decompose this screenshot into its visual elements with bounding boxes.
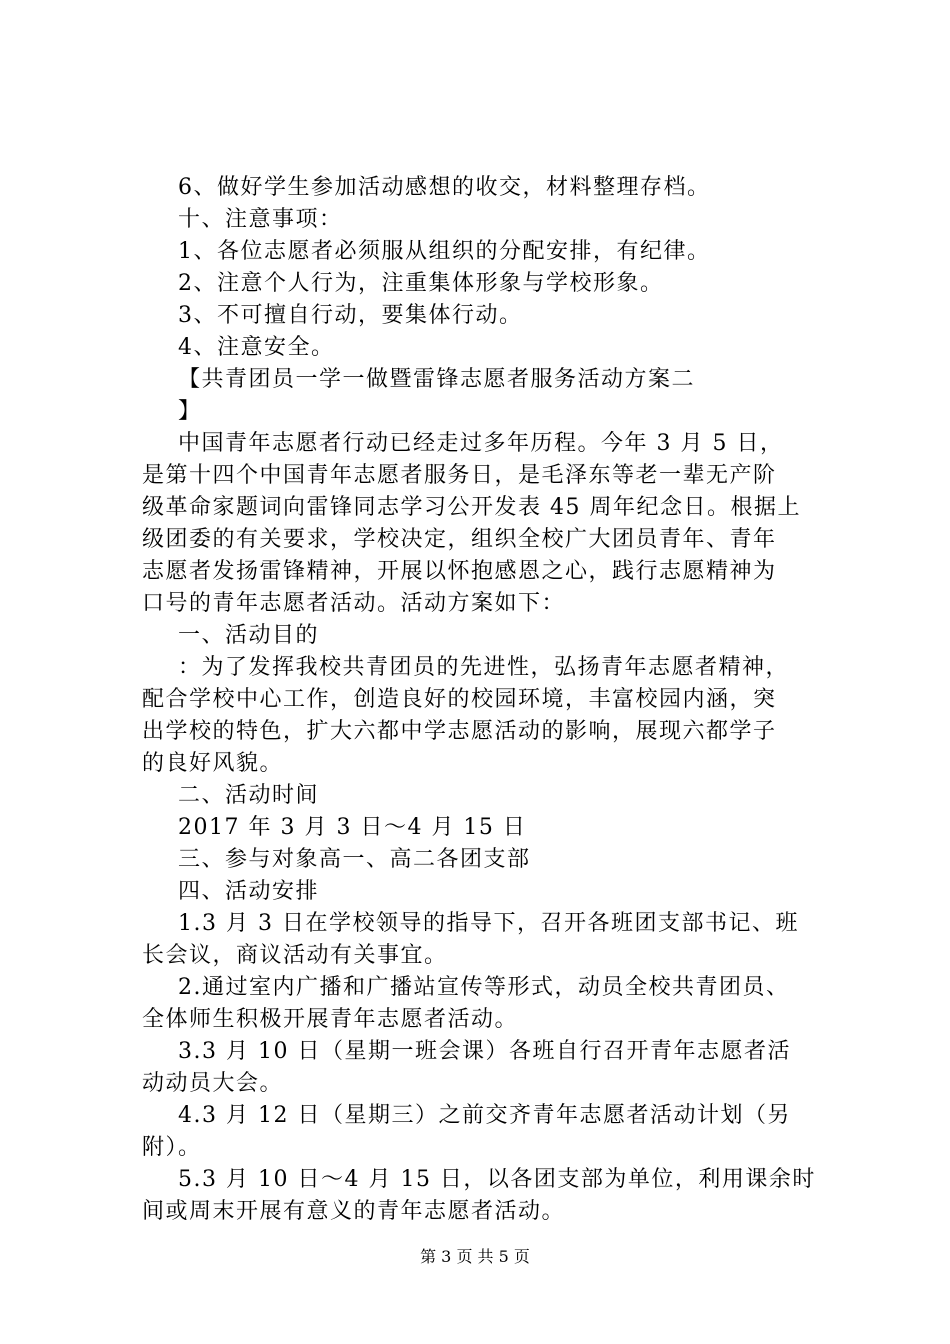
text-line: 3、不可擅自行动，要集体行动。 [178, 303, 523, 328]
text-line: 】 [178, 399, 202, 424]
text-line: 的良好风貌。 [142, 751, 284, 776]
text-line: 一、活动目的 [178, 623, 320, 648]
text-line: 级革命家题词向雷锋同志学习公开发表 45 周年纪念日。根据上 [142, 495, 801, 520]
text-line: 2.通过室内广播和广播站宣传等形式，动员全校共青团员、 [178, 975, 790, 1000]
text-line: 6、做好学生参加活动感想的收交，材料整理存档。 [178, 175, 711, 200]
text-line: 口号的青年志愿者活动。活动方案如下： [142, 591, 566, 616]
text-line: 4.3 月 12 日（星期三）之前交齐青年志愿者活动计划（另 [178, 1103, 791, 1128]
text-line: 2、注意个人行为，注重集体形象与学校形象。 [178, 271, 664, 296]
page-footer: 第 3 页 共 5 页 [420, 1247, 530, 1266]
text-line: 1、各位志愿者必须服从组织的分配安排，有纪律。 [178, 239, 711, 264]
text-line: 5.3 月 10 日～4 月 15 日，以各团支部为单位，利用课余时 [178, 1167, 816, 1192]
text-line: 配合学校中心工作，创造良好的校园环境，丰富校园内涵，突 [142, 687, 777, 712]
text-line: 志愿者发扬雷锋精神，开展以怀抱感恩之心，践行志愿精神为 [142, 559, 777, 584]
text-line: 间或周末开展有意义的青年志愿者活动。 [142, 1199, 566, 1224]
text-line: 2017 年 3 月 3 日～4 月 15 日 [178, 815, 527, 840]
text-line: 十、注意事项： [178, 207, 343, 232]
text-line: 出学校的特色，扩大六都中学志愿活动的影响，展现六都学子 [142, 719, 777, 744]
text-line: 4、注意安全。 [178, 335, 335, 360]
text-line: 是第十四个中国青年志愿者服务日，是毛泽东等老一辈无产阶 [142, 463, 777, 488]
text-line: 长会议，商议活动有关事宜。 [142, 943, 448, 968]
text-line: 中国青年志愿者行动已经走过多年历程。今年 3 月 5 日， [178, 431, 784, 456]
document-body [142, 172, 837, 1228]
text-line: 3.3 月 10 日（星期一班会课）各班自行召开青年志愿者活 [178, 1039, 791, 1064]
text-line: 二、活动时间 [178, 783, 320, 808]
text-line: 四、活动安排 [178, 879, 320, 904]
text-line: 动动员大会。 [142, 1071, 284, 1096]
text-line: 全体师生积极开展青年志愿者活动。 [142, 1007, 519, 1032]
text-line: 附）。 [142, 1135, 202, 1160]
text-line: 【共青团员一学一做暨雷锋志愿者服务活动方案二 [178, 367, 696, 392]
text-line: 级团委的有关要求，学校决定，组织全校广大团员青年、青年 [142, 527, 777, 552]
text-line: 三、参与对象高一、高二各团支部 [178, 847, 531, 872]
text-line: ：为了发挥我校共青团员的先进性，弘扬青年志愿者精神， [178, 655, 790, 680]
text-line: 1.3 月 3 日在学校领导的指导下，召开各班团支部书记、班 [178, 911, 799, 936]
